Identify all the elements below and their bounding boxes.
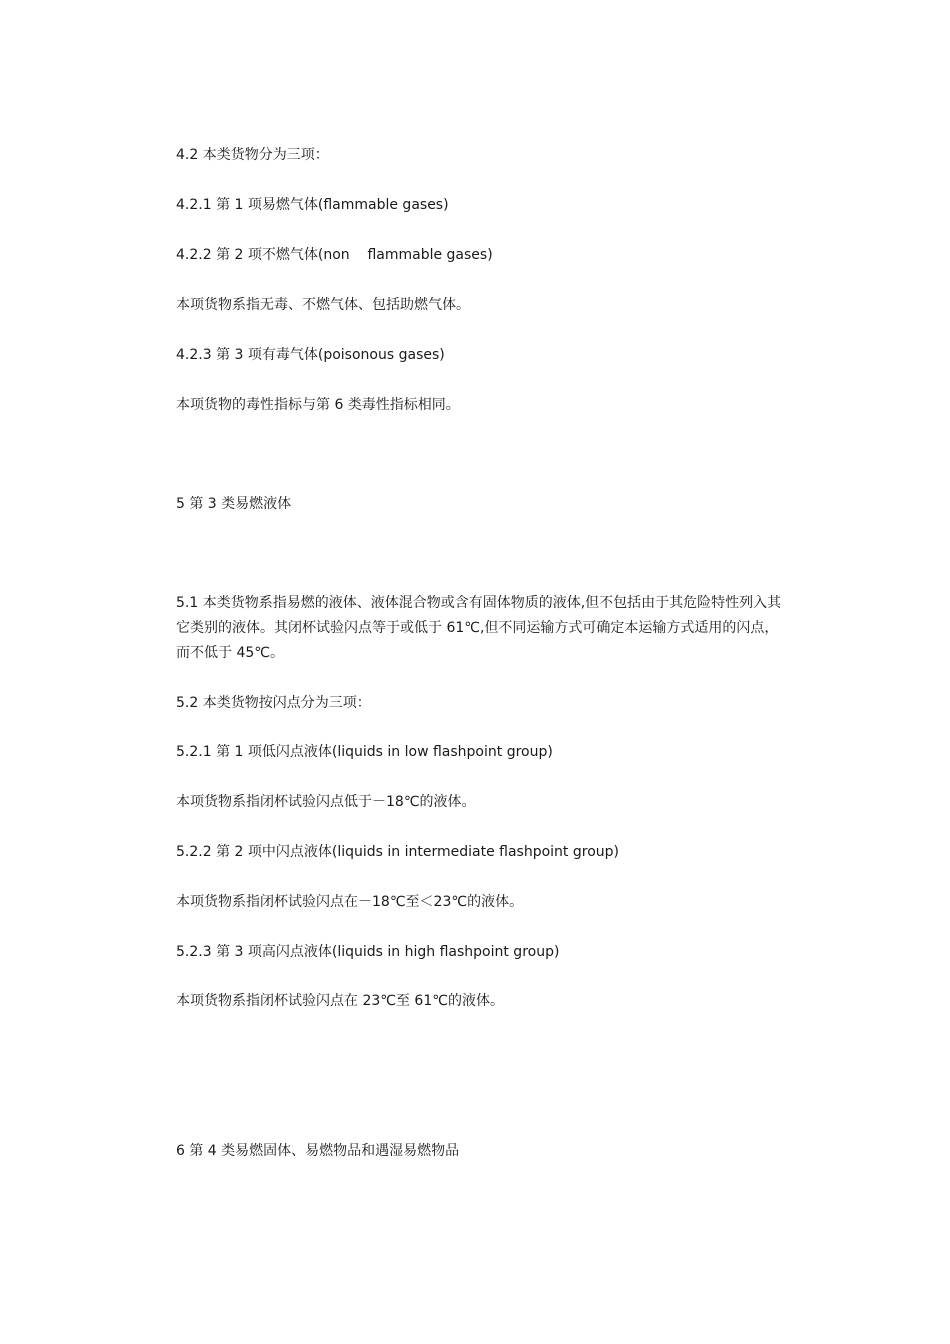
paragraph-5-2-2-desc: 本项货物系指闭杯试验闪点在－18℃至＜23℃的液体。 (176, 894, 524, 910)
paragraph-5-2: 5.2 本类货物按闪点分为三项： (176, 695, 371, 711)
paragraph-5-2-3: 5.2.3 第 3 项高闪点液体(liquids in high flashpoint group) (176, 944, 560, 960)
paragraph-5-2-1: 5.2.1 第 1 项低闪点液体(liquids in low flashpoint group) (176, 744, 553, 760)
section-6-heading: 6 第 4 类易燃固体、易燃物品和遇湿易燃物品 (176, 1143, 460, 1159)
paragraph-4-2-3-desc: 本项货物的毒性指标与第 6 类毒性指标相同。 (176, 397, 460, 413)
paragraph-4-2-2-desc: 本项货物系指无毒、不燃气体、包括助燃气体。 (176, 297, 470, 313)
paragraph-4-2-1: 4.2.1 第 1 项易燃气体(flammable gases) (176, 197, 449, 213)
paragraph-4-2: 4.2 本类货物分为三项： (176, 147, 329, 163)
paragraph-5-2-1-desc: 本项货物系指闭杯试验闪点低于－18℃的液体。 (176, 794, 476, 810)
section-5-heading: 5 第 3 类易燃液体 (176, 496, 292, 512)
paragraph-5-2-2: 5.2.2 第 2 项中闪点液体(liquids in intermediate flashpoint group) (176, 844, 619, 860)
paragraph-5-1: 5.1 本类货物系指易燃的液体、液体混合物或含有固体物质的液体,但不包括由于其危险特性列入其它类别的液体。其闭杯试验闪点等于或低于 61℃,但不同运输方式可确定本运输方式适用的闪点，而不低于 45℃。 (176, 595, 782, 661)
paragraph-5-2-3-desc: 本项货物系指闭杯试验闪点在 23℃至 61℃的液体。 (176, 993, 504, 1009)
paragraph-4-2-3: 4.2.3 第 3 项有毒气体(poisonous gases) (176, 347, 445, 363)
paragraph-4-2-2: 4.2.2 第 2 项不燃气体(non flammable gases) (176, 247, 493, 263)
